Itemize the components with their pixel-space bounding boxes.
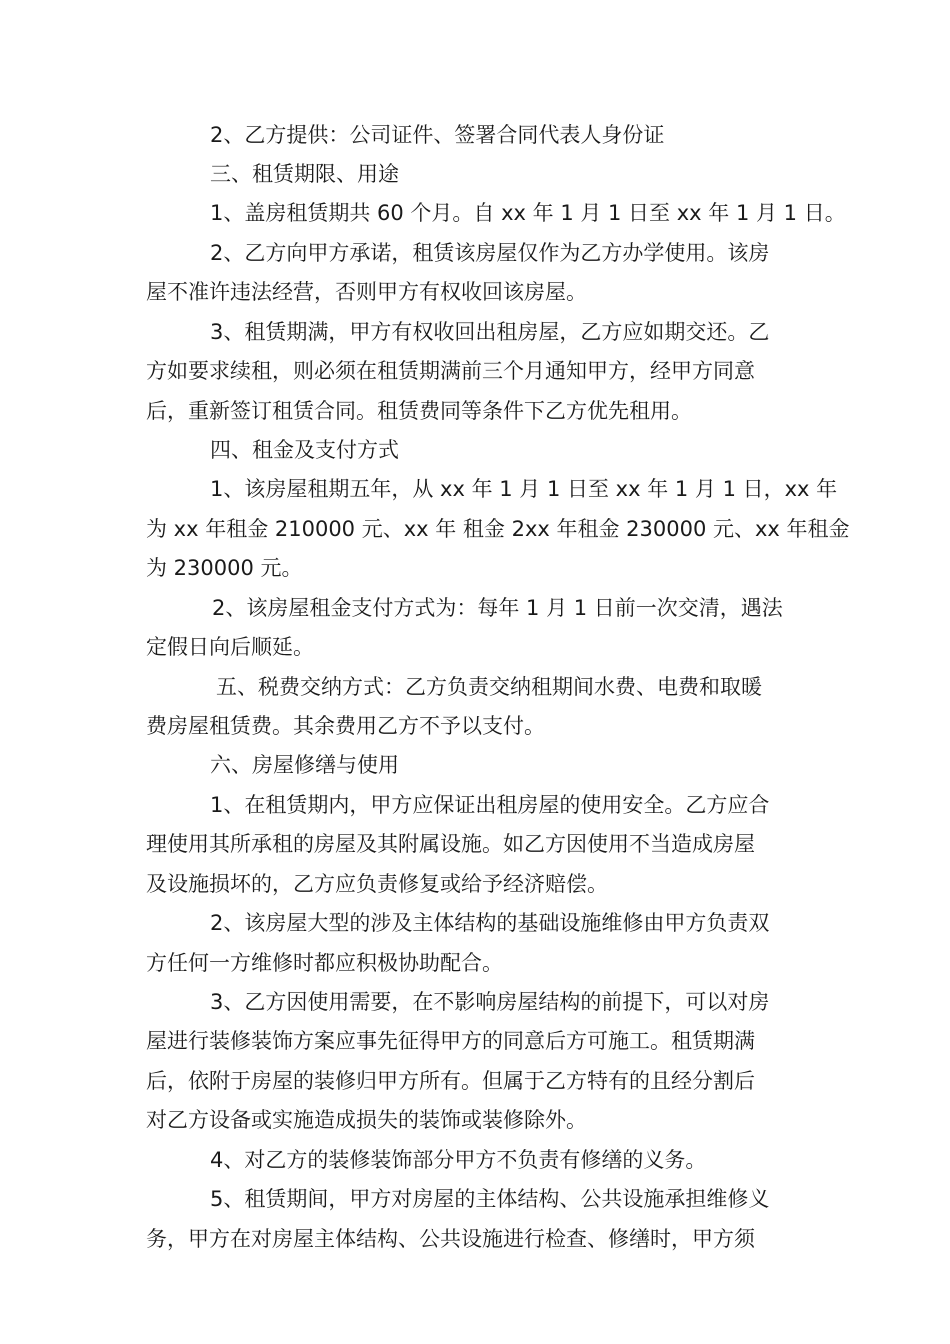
text-line: 2、该房屋大型的涉及主体结构的基础设施维修由甲方负责双 <box>210 911 770 935</box>
text-line: 后，重新签订租赁合同。租赁费同等条件下乙方优先租用。 <box>146 399 692 423</box>
section-heading: 五、税费交纳方式：乙方负责交纳租期间水费、电费和取暖 <box>216 675 762 699</box>
text-line: 为 230000 元。 <box>146 556 303 580</box>
text-line: 2、乙方向甲方承诺，租赁该房屋仅作为乙方办学使用。该房 <box>210 241 770 265</box>
text-line: 为 xx 年租金 210000 元、xx 年 租金 2xx 年租金 230000 元、xx 年租金 <box>146 517 850 541</box>
text-line: 1、盖房租赁期共 60 个月。自 xx 年 1 月 1 日至 xx 年 1 月 1 日。 <box>210 201 846 225</box>
text-line: 3、租赁期满，甲方有权收回出租房屋，乙方应如期交还。乙 <box>210 320 770 344</box>
text-line: 务，甲方在对房屋主体结构、公共设施进行检查、修缮时，甲方须 <box>146 1227 755 1251</box>
text-line: 对乙方设备或实施造成损失的装饰或装修除外。 <box>146 1108 587 1132</box>
text-line: 1、在租赁期内，甲方应保证出租房屋的使用安全。乙方应合 <box>210 793 770 817</box>
text-line: 2、乙方提供：公司证件、签署合同代表人身份证 <box>210 123 665 147</box>
text-line: 1、该房屋租期五年，从 xx 年 1 月 1 日至 xx 年 1 月 1 日，xx 年 <box>210 477 838 501</box>
text-line: 后，依附于房屋的装修归甲方所有。但属于乙方特有的且经分割后 <box>146 1069 755 1093</box>
text-line: 屋进行装修装饰方案应事先征得甲方的同意后方可施工。租赁期满 <box>146 1029 755 1053</box>
text-line: 4、对乙方的装修装饰部分甲方不负责有修缮的义务。 <box>210 1148 707 1172</box>
text-line: 屋不准许违法经营，否则甲方有权收回该房屋。 <box>146 280 587 304</box>
text-line: 及设施损坏的，乙方应负责修复或给予经济赔偿。 <box>146 872 608 896</box>
text-line: 3、乙方因使用需要，在不影响房屋结构的前提下，可以对房 <box>210 990 770 1014</box>
text-line: 方如要求续租，则必须在租赁期满前三个月通知甲方，经甲方同意 <box>146 359 755 383</box>
section-heading: 三、租赁期限、用途 <box>210 162 399 186</box>
text-line: 5、租赁期间，甲方对房屋的主体结构、公共设施承担维修义 <box>210 1187 770 1211</box>
text-line: 费房屋租赁费。其余费用乙方不予以支付。 <box>146 714 545 738</box>
text-line: 2、该房屋租金支付方式为：每年 1 月 1 日前一次交清，遇法 <box>212 596 783 620</box>
section-heading: 四、租金及支付方式 <box>210 438 399 462</box>
text-line: 定假日向后顺延。 <box>146 635 314 659</box>
text-line: 理使用其所承租的房屋及其附属设施。如乙方因使用不当造成房屋 <box>146 832 755 856</box>
section-heading: 六、房屋修缮与使用 <box>210 753 399 777</box>
text-line: 方任何一方维修时都应积极协助配合。 <box>146 951 503 975</box>
